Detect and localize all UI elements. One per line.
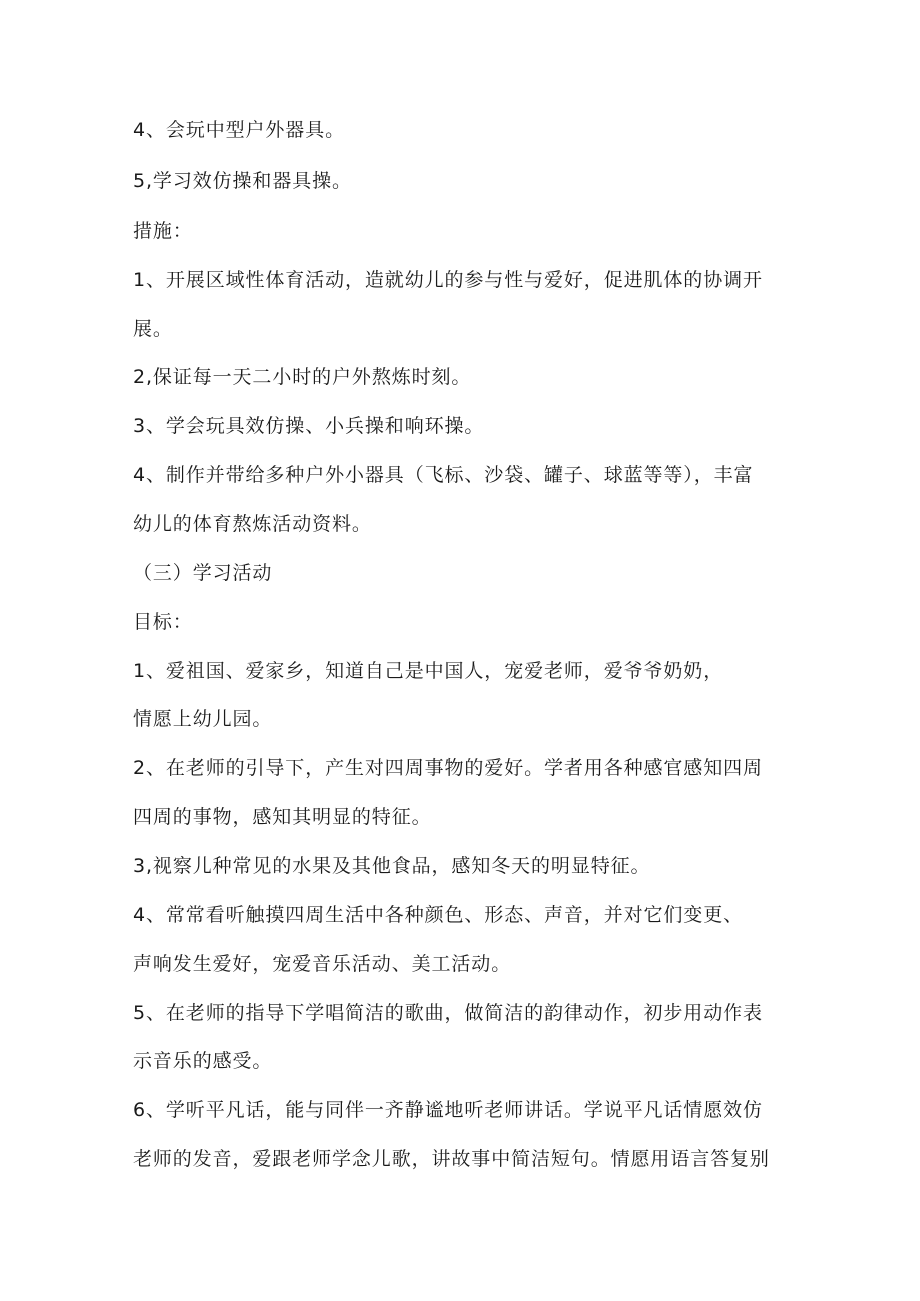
text-line-20: 示音乐的感受。 — [133, 1050, 273, 1072]
text-line-19: 5、在老师的指导下学唱简洁的歌曲，做简洁的韵律动作，初步用动作表 — [133, 1002, 763, 1024]
text-line-6: 2,保证每一天二小时的户外熬炼时刻。 — [133, 366, 472, 388]
text-line-10: （三）学习活动 — [133, 562, 273, 584]
text-line-8: 4、制作并带给多种户外小器具（飞标、沙袋、罐子、球蓝等等），丰富 — [133, 464, 754, 486]
text-line-14: 2、在老师的引导下，产生对四周事物的爱好。学者用各种感官感知四周 — [133, 757, 763, 779]
text-line-21: 6、学听平凡话，能与同伴一齐静谧地听老师讲话。学说平凡话情愿效仿 — [133, 1099, 763, 1121]
text-line-1: 4、会玩中型户外器具。 — [133, 119, 345, 141]
text-line-16: 3,视察儿种常见的水果及其他食品，感知冬天的明显特征。 — [133, 855, 651, 877]
text-line-17: 4、常常看听触摸四周生活中各种颜色、形态、声音，并对它们变更、 — [133, 904, 743, 926]
text-line-9: 幼儿的体育熬炼活动资料。 — [133, 513, 372, 535]
text-line-18: 声响发生爱好，宠爱音乐活动、美工活动。 — [133, 953, 512, 975]
text-line-11: 目标： — [133, 611, 193, 633]
text-line-22: 老师的发音，爱跟老师学念儿歌，讲故事中简洁短句。情愿用语言答复别 — [133, 1148, 770, 1170]
text-line-15: 四周的事物，感知其明显的特征。 — [133, 806, 432, 828]
text-line-7: 3、学会玩具效仿操、小兵操和响环操。 — [133, 415, 485, 437]
text-line-5: 展。 — [133, 318, 173, 340]
text-line-2: 5,学习效仿操和器具操。 — [133, 170, 352, 192]
text-line-4: 1、开展区域性体育活动，造就幼儿的参与性与爱好，促进肌体的协调开 — [133, 269, 763, 291]
text-line-12: 1、爱祖国、爱家乡，知道自己是中国人，宠爱老师，爱爷爷奶奶， — [133, 660, 724, 682]
text-line-13: 情愿上幼儿园。 — [133, 708, 273, 730]
text-line-3: 措施： — [133, 220, 193, 242]
